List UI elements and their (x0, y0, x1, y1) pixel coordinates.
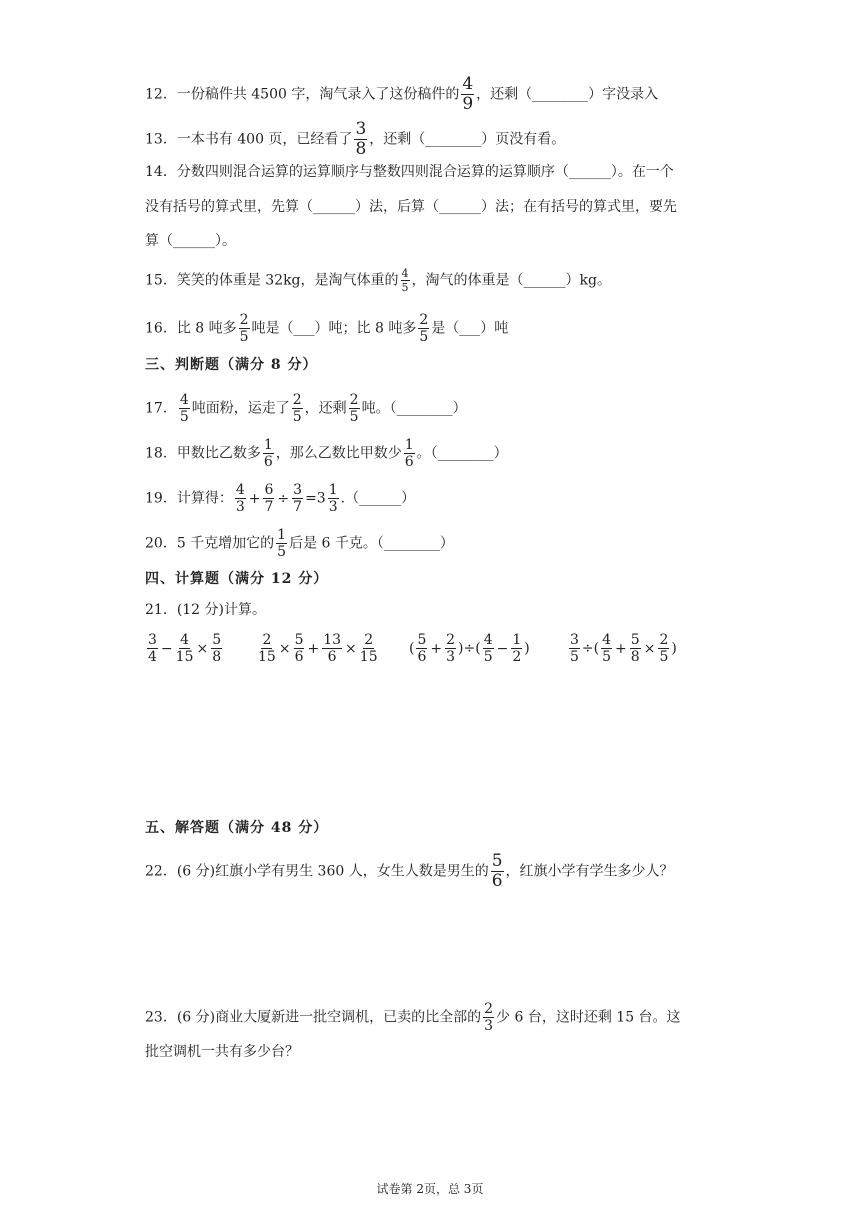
fraction: $\frac{5}{6}$ (294, 632, 304, 665)
fraction: $\frac{4}{3}$ (235, 482, 245, 515)
fraction: $\frac{2}{5}$ (239, 312, 249, 345)
fraction: $\frac{1}{3}$ (328, 482, 338, 515)
section-4-heading: 四、计算题（满分 12 分） (145, 571, 329, 587)
question-14-line1: 14．分数四则混合运算的运算顺序与整数四则混合运算的运算顺序（______）。在一个 (145, 164, 674, 180)
fraction: $\frac{13}{6}$ (323, 632, 342, 665)
fraction: $\frac{1}{5}$ (277, 527, 287, 560)
fraction: $\frac{2}{5}$ (659, 632, 669, 665)
calc-expression-4: $\frac{3}{5}$ ÷( $\frac{4}{5}$ + $\frac{5}{8}$ × $\frac{2}{5}$ ) (570, 632, 677, 665)
fraction: $\frac{4}{5}$ (602, 632, 612, 665)
question-15: 15．笑笑的体重是 32kg，是淘气体重的 $\frac{4}{5}$ ，淘气的体重是（______）kg。 (145, 267, 611, 294)
fraction: $\frac{1}{2}$ (512, 632, 522, 665)
fraction: $\frac{2}{5}$ (419, 312, 429, 345)
question-12: 12．一份稿件共 4500 字，淘气录入了这份稿件的 $\frac{4}{9}$ ，还剩（________）字没录入 (145, 74, 659, 114)
question-13: 13．一本书有 400 页，已经看了 $\frac{3}{8}$ ，还剩（________）页没有看。 (145, 119, 566, 159)
fraction: $\frac{6}{7}$ (264, 482, 274, 515)
fraction: $\frac{3}{8}$ (355, 119, 367, 159)
question-22: 22．(6 分)红旗小学有男生 360 人，女生人数是男生的 $\frac{5}{6}$ ，红旗小学有学生多少人？ (145, 851, 674, 891)
fraction: $\frac{2}{15}$ (359, 632, 378, 665)
page-footer: 试卷第 2页，总 3页 (376, 1182, 484, 1196)
question-18: 18．甲数比乙数多 $\frac{1}{6}$ ，那么乙数比甲数少 $\frac{1}{6}$ 。（________） (145, 437, 508, 470)
fraction: $\frac{1}{6}$ (404, 437, 414, 470)
fraction: $\frac{4}{15}$ (175, 632, 194, 665)
question-19: 19．计算得： $\frac{4}{3}$ + $\frac{6}{7}$ ÷ $\frac{3}{7}$ =3 $\frac{1}{3}$ .（______） (145, 482, 416, 515)
calc-expression-1: $\frac{3}{4}$ − $\frac{4}{15}$ × $\frac{5}{8}$ (148, 632, 222, 665)
question-20: 20．5 千克增加它的 $\frac{1}{5}$ 后是 6 千克。（________） (145, 527, 454, 560)
question-21: 21．(12 分)计算。 (145, 602, 267, 618)
question-14-line2: 没有括号的算式里，先算（______）法，后算（______）法；在有括号的算式里，要先 (145, 199, 677, 215)
fraction: $\frac{2}{15}$ (258, 632, 276, 665)
section-3-heading: 三、判断题（满分 8 分） (145, 357, 318, 373)
fraction: $\frac{2}{3}$ (484, 1001, 494, 1034)
fraction: $\frac{1}{6}$ (263, 437, 273, 470)
fraction: $\frac{3}{7}$ (293, 482, 303, 515)
fraction: $\frac{2}{3}$ (446, 632, 456, 665)
fraction: $\frac{3}{4}$ (148, 632, 157, 665)
question-17: 17． $\frac{4}{5}$ 吨面粉，运走了 $\frac{2}{5}$ ，还剩 $\frac{2}{5}$ 吨。（________） (145, 392, 467, 425)
question-23: 23．(6 分)商业大厦新进一批空调机，已卖的比全部的 $\frac{2}{3}$ 少 6 台，这时还剩 15 台。这 (145, 1001, 681, 1034)
question-23-line2: 批空调机一共有多少台？ (145, 1044, 299, 1060)
fraction: $\frac{2}{5}$ (292, 392, 302, 425)
section-5-heading: 五、解答题（满分 48 分） (145, 820, 329, 836)
fraction: $\frac{5}{6}$ (491, 851, 503, 891)
fraction: $\frac{5}{6}$ (417, 632, 427, 665)
fraction: $\frac{4}{5}$ (483, 632, 493, 665)
calc-expression-3: ( $\frac{5}{6}$ + $\frac{2}{3}$ )÷( $\frac{4}{5}$ − $\frac{1}{2}$ ) (409, 632, 530, 665)
fraction: $\frac{4}{9}$ (462, 74, 474, 114)
calc-expression-2: $\frac{2}{15}$ × $\frac{5}{6}$ + $\frac{13}{6}$ × $\frac{2}{15}$ (258, 632, 378, 665)
fraction: $\frac{3}{5}$ (570, 632, 579, 665)
fraction: $\frac{2}{5}$ (349, 392, 359, 425)
fraction: $\frac{4}{5}$ (179, 392, 189, 425)
fraction: $\frac{5}{8}$ (212, 632, 222, 665)
fraction: $\frac{4}{5}$ (401, 267, 409, 294)
question-14-line3: 算（______）。 (145, 233, 236, 249)
question-16: 16．比 8 吨多 $\frac{2}{5}$ 吨是（___）吨；比 8 吨多 $\frac{2}{5}$ 是（___）吨 (145, 312, 509, 345)
fraction: $\frac{5}{8}$ (630, 632, 640, 665)
